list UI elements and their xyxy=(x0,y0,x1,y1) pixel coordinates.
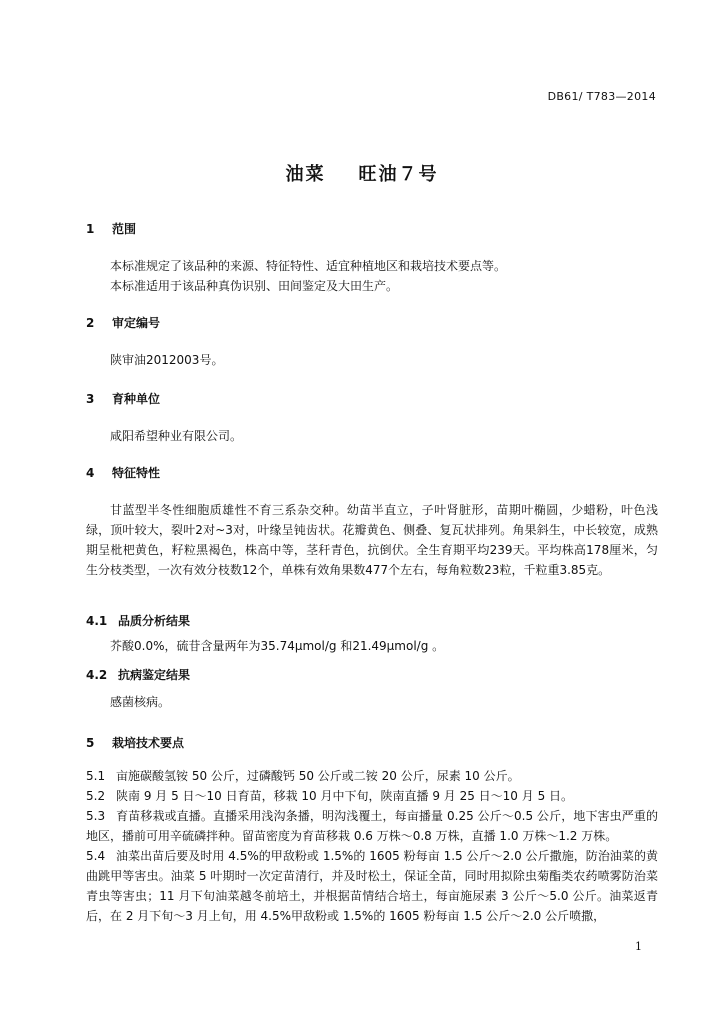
list-item: 5.3 育苗移栽或直播。直播采用浅沟条播，明沟浅覆土，每亩播量 0.25 公斤～0.5 公斤，地下害虫严重的地区，播前可用辛硫磷拌种。留苗密度为育苗移栽 0.6 万株～0.8 万株，直播 1.0 万株～1.2 万株。 xyxy=(86,809,658,843)
section-breeder-body xyxy=(86,426,658,446)
paragraph: 咸阳希望种业有限公司。 xyxy=(110,429,243,443)
section-approval-body xyxy=(86,350,658,370)
section-scope-body xyxy=(86,256,658,296)
section-quality xyxy=(86,612,658,630)
section-breeder xyxy=(86,390,658,408)
section-heading: 3 育种单位 xyxy=(86,392,161,406)
paragraph: 陕审油2012003号。 xyxy=(110,353,224,367)
list-item: 5.4 油菜出苗后要及时用 4.5%的甲敌粉或 1.5%的 1605 粉每亩 1.5 公斤～2.0 公斤撒施，防治油菜的黄曲跳甲等害虫。油菜 5 叶期时一次定苗清行，并及时松土，保证全苗，同时用拟除虫菊酯类农药喷雾防治菜青虫等害虫；11 月下旬油菜越冬前培土，并根据苗情结合培土，每亩施尿素 3 公斤～5.0 公斤。油菜返青后，在 2 月下旬～3 月上旬，用 4.5%甲敌粉或 1.5%的 1605 粉每亩 1.5 公斤～2.0 公斤喷撒， xyxy=(86,849,658,923)
paragraph: 甘蓝型半冬性细胞质雄性不育三系杂交种。幼苗半直立，子叶肾脏形，苗期叶椭圆，少蜡粉，叶色浅绿，顶叶较大，裂叶2对~3对，叶缘呈钝齿状。花瓣黄色、侧叠、复瓦状排列。角果斜生，中长较宽，成熟期呈枇杷黄色，籽粒黑褐色，株高中等，茎秆青色，抗倒伏。全生育期平均239天。平均株高178厘米，匀生分枝类型，一次有效分枝数12个，单株有效角果数477个左右，每角粒数23粒，千粒重3.85克。 xyxy=(86,503,659,577)
list-item: 5.2 陕南 9 月 5 日～10 日育苗，移栽 10 月中下旬，陕南直播 9 月 25 日～10 月 5 日。 xyxy=(86,789,574,803)
section-disease-body xyxy=(86,692,658,712)
paragraph: 本标准规定了该品种的来源、特征特性、适宜种植地区和栽培技术要点等。 xyxy=(110,259,507,273)
section-cultivation-body xyxy=(86,766,658,926)
paragraph: 感菌核病。 xyxy=(110,695,171,709)
section-disease xyxy=(86,666,658,684)
section-scope xyxy=(86,220,658,238)
section-heading: 1 范围 xyxy=(86,222,137,236)
section-heading: 5 栽培技术要点 xyxy=(86,736,185,750)
section-cultivation xyxy=(86,734,658,752)
section-heading: 4.2 抗病鉴定结果 xyxy=(86,668,191,682)
section-characteristics xyxy=(86,464,658,482)
standard-code: DB61/ T783—2014 xyxy=(547,90,656,103)
section-heading: 4 特征特性 xyxy=(86,466,161,480)
section-characteristics-body xyxy=(86,500,658,580)
document-title: 油菜 旺油７号 xyxy=(285,164,439,185)
paragraph: 芥酸0.0%，硫苷含量两年为35.74μmol/g 和21.49μmol/g 。 xyxy=(110,639,445,653)
section-heading: 4.1 品质分析结果 xyxy=(86,614,191,628)
paragraph: 本标准适用于该品种真伪识别、田间鉴定及大田生产。 xyxy=(110,279,399,293)
page-number: 1 xyxy=(635,940,642,953)
section-quality-body xyxy=(86,636,658,656)
list-item: 5.1 亩施碳酸氢铵 50 公斤，过磷酸钙 50 公斤或二铵 20 公斤，尿素 10 公斤。 xyxy=(86,769,520,783)
section-approval-number xyxy=(86,314,658,332)
section-heading: 2 审定编号 xyxy=(86,316,161,330)
